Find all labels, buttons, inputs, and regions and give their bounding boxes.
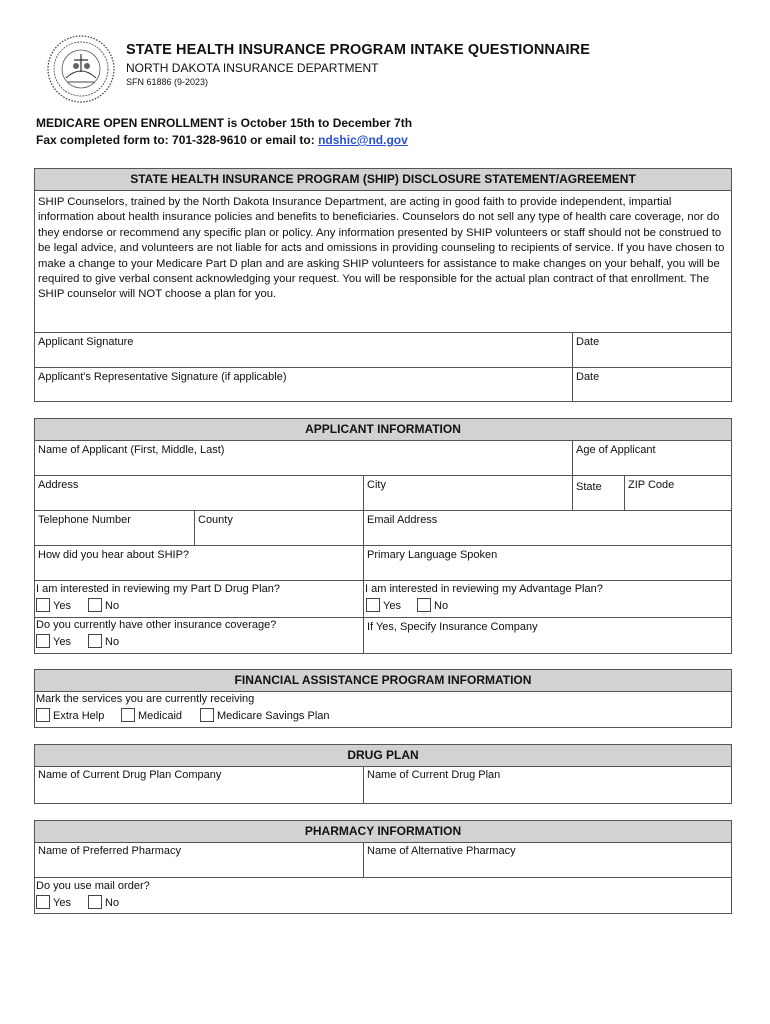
address-label: Address <box>38 479 79 491</box>
telephone-label: Telephone Number <box>38 514 131 526</box>
other-coverage-yes-checkbox[interactable] <box>36 634 71 648</box>
other-coverage-label: Do you currently have other insurance coverage? <box>36 619 277 631</box>
county-label: County <box>198 514 233 526</box>
checkbox-box[interactable] <box>36 634 50 648</box>
email-link[interactable]: ndshic@nd.gov <box>318 133 408 147</box>
drug-plan-company-field[interactable] <box>35 766 363 803</box>
county-field[interactable] <box>194 510 363 545</box>
checkbox-box[interactable] <box>200 708 214 722</box>
form-title: STATE HEALTH INSURANCE PROGRAM INTAKE QUESTIONNAIRE <box>126 42 591 58</box>
drug-plan-name-label: Name of Current Drug Plan <box>367 769 501 781</box>
heard-about-field[interactable] <box>35 545 363 580</box>
mail-order-question <box>35 877 731 913</box>
zip-field[interactable] <box>624 475 731 510</box>
preferred-pharmacy-label: Name of Preferred Pharmacy <box>38 845 182 857</box>
drug-plan-company-label: Name of Current Drug Plan Company <box>38 769 222 781</box>
part-d-question <box>35 580 363 617</box>
applicant-signature-field[interactable] <box>35 332 572 367</box>
north-dakota-seal-icon <box>46 34 116 104</box>
email-field[interactable] <box>363 510 731 545</box>
form-number: SFN 61886 (9-2023) <box>126 77 209 87</box>
city-field[interactable] <box>363 475 572 510</box>
applicant-name-field[interactable] <box>35 440 572 475</box>
pharmacy-heading: PHARMACY INFORMATION <box>35 821 731 843</box>
extra-help-label: Extra Help <box>53 710 105 722</box>
mail-order-no-checkbox[interactable] <box>88 895 119 909</box>
advantage-no-checkbox[interactable] <box>417 598 448 612</box>
address-field[interactable] <box>35 475 363 510</box>
rep-signature-date-field[interactable] <box>572 367 731 401</box>
insurance-company-label: If Yes, Specify Insurance Company <box>367 621 538 633</box>
checkbox-box[interactable] <box>36 598 50 612</box>
date-label: Date <box>576 336 600 348</box>
zip-label: ZIP Code <box>628 479 675 491</box>
checkbox-box[interactable] <box>88 634 102 648</box>
state-field[interactable] <box>572 475 624 510</box>
disclosure-text: SHIP Counselors, trained by the North Dakota Insurance Department, are acting in good faith to provide independent, impartial information about health insurance policies and benefits to beneficiaries. Counselors do not sell any type of health care coverage, nor do they endorse or recommend any specific plan or policy. Any information presented by SHIP volunteers or staff should not be construed to be legal advice, and volunteers are not liable for acts and omissions in providing counseling to recipients of service. If you have chosen to make a change to your Medicare Part D plan and are asking SHIP volunteers for assistance to make changes on your behalf, you will be required to give verbal consent acknowledging your request. You will be responsible for the actual plan contract of that enrollment. The SHIP counselor will NOT choose a plan for you. <box>38 196 725 301</box>
language-label: Primary Language Spoken <box>367 549 498 561</box>
no-label: No <box>105 600 120 612</box>
fax-text: Fax completed form to: 701-328-9610 or email to: <box>36 133 319 147</box>
enrollment-notice: MEDICARE OPEN ENROLLMENT is October 15th to December 7th <box>36 116 413 130</box>
telephone-field[interactable] <box>35 510 194 545</box>
yes-label: Yes <box>53 636 71 648</box>
mail-order-yes-checkbox[interactable] <box>36 895 71 909</box>
checkbox-box[interactable] <box>36 895 50 909</box>
applicant-age-field[interactable] <box>572 440 731 475</box>
part-d-no-checkbox[interactable] <box>88 598 119 612</box>
checkbox-box[interactable] <box>121 708 135 722</box>
medicare-savings-label: Medicare Savings Plan <box>217 710 330 722</box>
alternative-pharmacy-field[interactable] <box>363 842 731 877</box>
mail-order-label: Do you use mail order? <box>36 880 150 892</box>
checkbox-box[interactable] <box>88 598 102 612</box>
advantage-label: I am interested in reviewing my Advantage Plan? <box>365 583 603 595</box>
department-name: NORTH DAKOTA INSURANCE DEPARTMENT <box>126 61 379 75</box>
extra-help-checkbox[interactable] <box>36 708 104 722</box>
insurance-company-field[interactable] <box>363 617 731 653</box>
city-label: City <box>367 479 386 491</box>
heard-about-label: How did you hear about SHIP? <box>38 549 190 561</box>
rep-signature-field[interactable] <box>35 367 572 401</box>
other-coverage-no-checkbox[interactable] <box>88 634 119 648</box>
applicant-signature-label: Applicant Signature <box>38 336 134 348</box>
date-label: Date <box>576 371 600 383</box>
checkbox-box[interactable] <box>417 598 431 612</box>
medicare-savings-checkbox[interactable] <box>200 708 330 722</box>
part-d-yes-checkbox[interactable] <box>36 598 71 612</box>
no-label: No <box>105 636 120 648</box>
rep-signature-label: Applicant's Representative Signature (if applicable) <box>38 371 287 383</box>
drug-plan-section <box>34 744 732 804</box>
financial-heading: FINANCIAL ASSISTANCE PROGRAM INFORMATION <box>35 670 731 692</box>
advantage-question <box>363 580 731 617</box>
yes-label: Yes <box>383 600 401 612</box>
state-label: State <box>576 481 602 493</box>
checkbox-box[interactable] <box>36 708 50 722</box>
email-label: Email Address <box>367 514 438 526</box>
medicaid-checkbox[interactable] <box>121 708 182 722</box>
fax-notice <box>36 133 408 147</box>
yes-label: Yes <box>53 897 71 909</box>
disclosure-section <box>34 168 732 402</box>
part-d-label: I am interested in reviewing my Part D Drug Plan? <box>36 583 280 595</box>
advantage-yes-checkbox[interactable] <box>366 598 401 612</box>
financial-instruction: Mark the services you are currently receiving <box>36 693 255 705</box>
pharmacy-section <box>34 820 732 914</box>
medicaid-label: Medicaid <box>138 710 183 722</box>
disclosure-heading: STATE HEALTH INSURANCE PROGRAM (SHIP) DISCLOSURE STATEMENT/AGREEMENT <box>35 169 731 191</box>
applicant-age-label: Age of Applicant <box>576 444 656 456</box>
applicant-heading: APPLICANT INFORMATION <box>35 419 731 441</box>
preferred-pharmacy-field[interactable] <box>35 842 363 877</box>
financial-section <box>34 669 732 728</box>
applicant-name-label: Name of Applicant (First, Middle, Last) <box>38 444 225 456</box>
checkbox-box[interactable] <box>366 598 380 612</box>
checkbox-box[interactable] <box>88 895 102 909</box>
no-label: No <box>434 600 449 612</box>
no-label: No <box>105 897 120 909</box>
drug-plan-heading: DRUG PLAN <box>35 745 731 767</box>
alternative-pharmacy-label: Name of Alternative Pharmacy <box>367 845 516 857</box>
applicant-section <box>34 418 732 654</box>
language-field[interactable] <box>363 545 731 580</box>
other-coverage-question <box>35 617 363 653</box>
drug-plan-name-field[interactable] <box>363 766 731 803</box>
yes-label: Yes <box>53 600 71 612</box>
applicant-signature-date-field[interactable] <box>572 332 731 367</box>
